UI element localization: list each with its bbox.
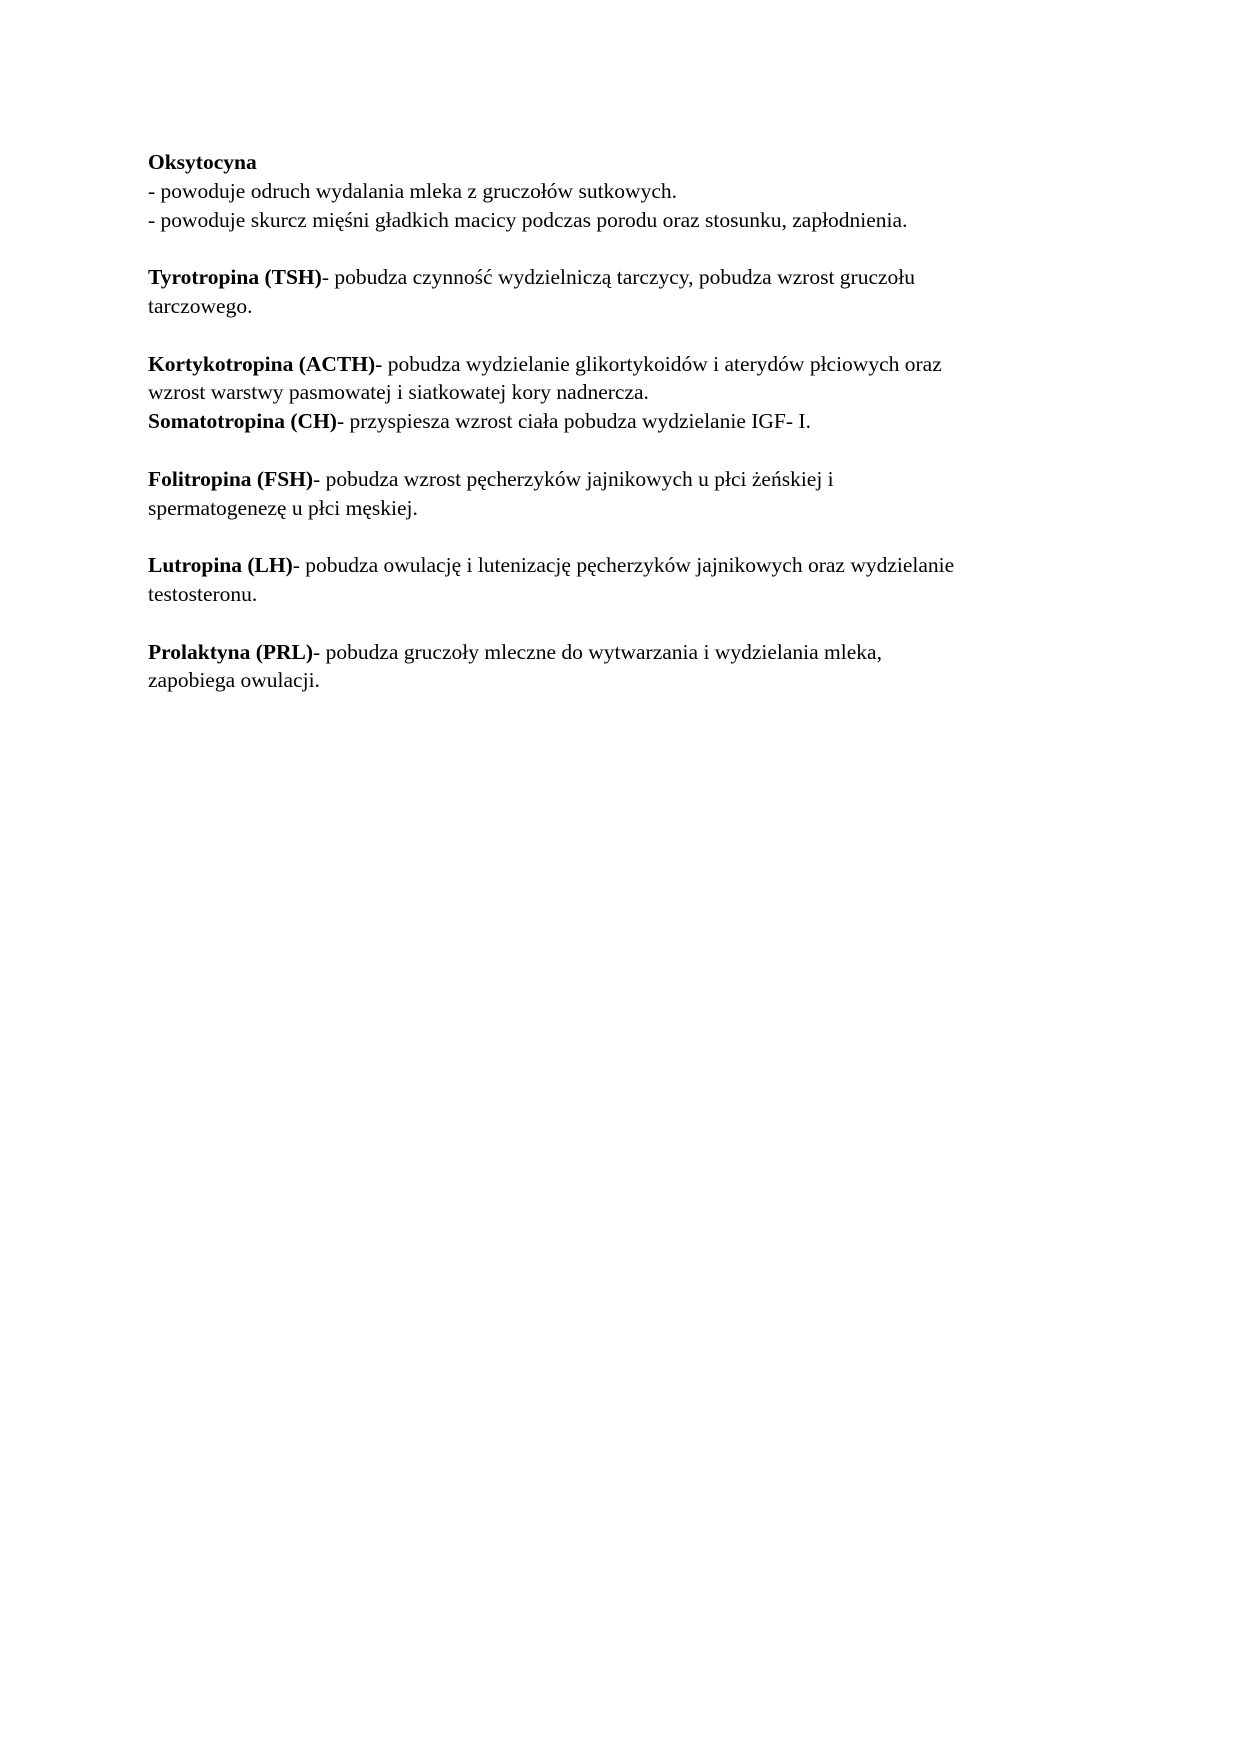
section-text-line: spermatogenezę u płci męskiej. — [148, 495, 418, 520]
section-tyrotropina — [148, 263, 1108, 321]
section-first-line — [148, 263, 1108, 292]
section-term: Folitropina (FSH) — [148, 466, 314, 491]
section-first-line — [148, 638, 1108, 667]
paragraph-gap — [148, 234, 1108, 263]
section-text-line: zapobiega owulacji. — [148, 668, 320, 693]
paragraph-gap — [148, 321, 1108, 350]
section-text-line: tarczowego. — [148, 293, 253, 318]
section-term: Oksytocyna — [148, 150, 257, 174]
section-text-line: wzrost warstwy pasmowatej i siatkowatej kory nadnercza. — [148, 380, 649, 405]
paragraph-gap — [148, 609, 1108, 638]
section-text-line: - powoduje skurcz mięśni gładkich macicy podczas porodu oraz stosunku, zapłodnienia. — [148, 207, 908, 232]
section-term: Kortykotropina (ACTH) — [148, 351, 376, 376]
section-first-line — [148, 350, 1108, 379]
section-text: - pobudza wydzielanie glikortykoidów i aterydów płciowych oraz — [375, 351, 942, 376]
section-term: Somatotropina (CH) — [148, 409, 337, 434]
section-kortykotropina — [148, 350, 1108, 408]
section-text: - pobudza wzrost pęcherzyków jajnikowych u płci żeńskiej i — [313, 466, 834, 491]
section-first-line — [148, 551, 1108, 580]
section-first-line — [148, 465, 1108, 494]
section-term: Lutropina (LH) — [148, 553, 293, 578]
section-somatotropina — [148, 407, 1108, 436]
section-lutropina — [148, 551, 1108, 609]
section-text: - przyspiesza wzrost ciała pobudza wydzielanie IGF- I. — [336, 409, 811, 434]
paragraph-gap — [148, 436, 1108, 465]
section-first-line — [148, 407, 1108, 436]
section-text-line: testosteronu. — [148, 581, 258, 606]
section-text-line: - powoduje odruch wydalania mleka z gruczołów sutkowych. — [148, 178, 677, 203]
section-text: - pobudza gruczoły mleczne do wytwarzania i wydzielania mleka, — [313, 639, 882, 664]
section-term: Tyrotropina (TSH) — [148, 265, 322, 290]
section-prolaktyna — [148, 638, 1108, 696]
section-text: - pobudza czynność wydzielniczą tarczycy, pobudza wzrost gruczołu — [321, 265, 916, 290]
paragraph-gap — [148, 522, 1108, 551]
section-folitropina — [148, 465, 1108, 523]
document-page — [148, 148, 1108, 695]
section-oksytocyna — [148, 148, 1108, 234]
section-text: - pobudza owulację i lutenizację pęcherzyków jajnikowych oraz wydzielanie — [292, 553, 955, 578]
section-term: Prolaktyna (PRL) — [148, 639, 314, 664]
